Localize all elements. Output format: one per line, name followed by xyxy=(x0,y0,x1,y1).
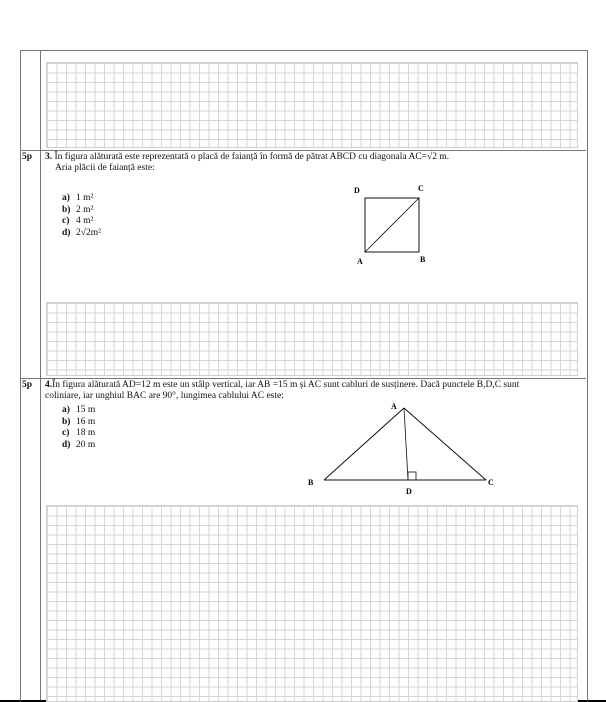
label-a: A xyxy=(391,402,397,411)
answer-grid-top xyxy=(46,62,578,148)
square-figure xyxy=(350,182,440,272)
diagonal-ac xyxy=(365,198,419,252)
triangle-figure xyxy=(300,398,510,498)
question-4-statement: În figura alăturată AD=12 m este un stâlp vertical, iar AB =15 m și AC sunt cabluri de susținere. Dacă punctele B,D,C sunt xyxy=(52,380,520,390)
points-label-q3: 5p xyxy=(22,152,33,162)
question-4-number: 4. xyxy=(45,380,53,390)
label-b: B xyxy=(420,255,426,264)
divider-q4 xyxy=(20,378,586,379)
label-d: D xyxy=(354,186,360,195)
answer-grid-bottom xyxy=(46,505,578,702)
question-3-text xyxy=(45,152,575,174)
label-c: C xyxy=(488,478,494,487)
option-q3-d: d) 2√2m² xyxy=(62,227,101,238)
label-a: A xyxy=(357,257,363,266)
question-3-subtext: Aria plăcii de faianță este: xyxy=(55,163,155,173)
option-q3-b: b) 2 m² xyxy=(62,204,94,215)
height-ad xyxy=(404,408,408,480)
question-3-number: 3. xyxy=(45,152,53,162)
question-4-statement-2: coliniare, iar unghiul BAC are 90°, lungimea cablului AC este: xyxy=(45,391,284,401)
points-column xyxy=(20,50,41,700)
side-ac xyxy=(404,408,486,480)
option-q4-d: d) 20 m xyxy=(62,439,96,450)
label-c: C xyxy=(418,184,424,193)
question-3-statement: În figura alăturată este reprezentată o placă de faianță în formă de pătrat ABCD cu diagonala AC=√2 m. xyxy=(54,152,450,162)
question-4-options xyxy=(62,405,95,451)
divider-q3 xyxy=(20,150,586,151)
points-label-q4: 5p xyxy=(22,380,33,390)
question-3-options xyxy=(62,193,101,239)
option-q3-a: a) 1 m² xyxy=(62,193,94,203)
option-q4-b: b) 16 m xyxy=(62,416,96,427)
answer-grid-middle xyxy=(46,302,578,376)
option-q4-c: c) 18 m xyxy=(62,428,96,438)
label-d: D xyxy=(406,487,412,496)
option-q3-c: c) 4 m² xyxy=(62,216,94,226)
side-ba xyxy=(324,408,404,480)
label-b: B xyxy=(308,478,314,487)
right-angle-mark xyxy=(408,472,416,480)
option-q4-a: a) 15 m xyxy=(62,405,96,415)
